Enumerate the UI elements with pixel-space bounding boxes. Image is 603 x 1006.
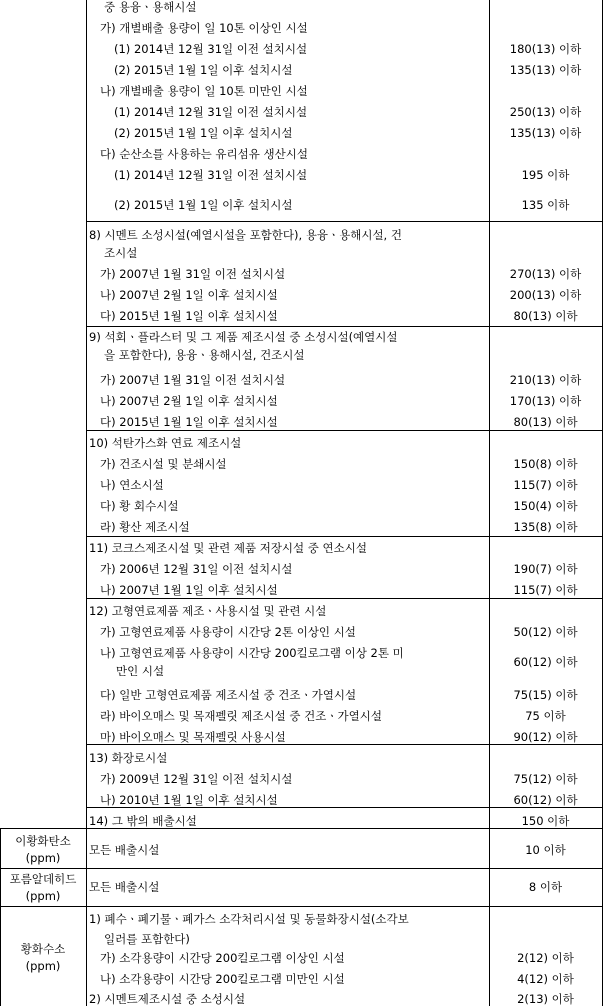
facility-text: 가) 2006년 12월 31일 이전 설치시설: [100, 562, 293, 576]
limit-value: 135(13) 이하: [509, 63, 582, 77]
limit-value: 80(13) 이하: [513, 309, 578, 323]
row-divider-cs2-top: [0, 828, 603, 829]
limit-value: 135(13) 이하: [509, 126, 582, 140]
limit-value: 115(7) 이하: [513, 478, 578, 492]
row-divider-hcho-top: [0, 868, 603, 869]
facility-text: 13) 화장로시설: [89, 751, 168, 765]
limit-value-cs2: 10 이하: [525, 843, 566, 857]
facility-text: 을 포함한다), 용융ㆍ용해시설, 건조시설: [104, 348, 305, 362]
facility-text: 조시설: [104, 246, 138, 260]
facility-text: (1) 2014년 12월 31일 이전 설치시설: [114, 168, 308, 182]
facility-text: 나) 고형연료제품 사용량이 시간당 200킬로그램 이상 2톤 미: [100, 646, 404, 660]
limit-value: 150 이하: [521, 814, 570, 828]
limit-value: 80(13) 이하: [513, 415, 578, 429]
pollutant-name-cs2: 이황화탄소: [15, 834, 71, 848]
row-divider-bottom-8-main: [86, 326, 602, 327]
h2s-limit-value: 4(12) 이하: [517, 972, 574, 986]
limit-value: 135(8) 이하: [513, 520, 578, 534]
limit-value: 75(15) 이하: [513, 688, 578, 702]
facility-text: 마) 바이오매스 및 목재펠릿 사용시설: [100, 730, 286, 744]
facility-text: 가) 2007년 1월 31일 이전 설치시설: [100, 267, 286, 281]
limit-value: 75 이하: [525, 709, 566, 723]
facility-text: 다) 황 회수시설: [100, 499, 179, 513]
limit-value: 170(13) 이하: [509, 394, 582, 408]
limit-value: 150(8) 이하: [513, 457, 578, 471]
limit-value: 250(13) 이하: [509, 105, 582, 119]
limit-value: 190(7) 이하: [513, 562, 578, 576]
facility-text-hcho: 모든 배출시설: [89, 880, 160, 894]
facility-text: (2) 2015년 1월 1일 이후 설치시설: [114, 198, 293, 212]
pollutant-name-hcho: 포름알데히드: [9, 872, 77, 886]
facility-text: 가) 개별배출 용량이 일 10톤 이상인 시설: [100, 21, 308, 35]
pollutant-name-h2s: 황화수소: [20, 942, 66, 956]
row-divider-h2s-top: [0, 906, 603, 907]
facility-text: 가) 건조시설 및 분쇄시설: [100, 457, 227, 471]
row-divider-bottom-8: [86, 221, 602, 222]
facility-text: 다) 2015년 1월 1일 이후 설치시설: [100, 415, 278, 429]
limit-value: 180(13) 이하: [509, 42, 582, 56]
limit-value: 150(4) 이하: [513, 499, 578, 513]
facility-text: 9) 석회ㆍ플라스터 및 그 제품 제조시설 중 소성시설(예열시설: [89, 330, 398, 344]
facility-text: 나) 2007년 2월 1일 이후 설치시설: [100, 394, 278, 408]
facility-text: (2) 2015년 1월 1일 이후 설치시설: [114, 63, 293, 77]
limit-value: 50(12) 이하: [513, 625, 578, 639]
facility-text: 나) 개별배출 용량이 일 10톤 미만인 시설: [100, 84, 308, 98]
h2s-facility-text: 가) 소각용량이 시간당 200킬로그램 이상인 시설: [100, 951, 345, 965]
facility-text: (1) 2014년 12월 31일 이전 설치시설: [114, 42, 308, 56]
facility-text: 다) 일반 고형연료제품 제조시설 중 건조ㆍ가열시설: [100, 688, 357, 702]
facility-text: 라) 황산 제조시설: [100, 520, 190, 534]
facility-text: 14) 그 밖의 배출시설: [89, 814, 197, 828]
limit-value: 270(13) 이하: [509, 267, 582, 281]
row-divider-bottom-11: [86, 598, 602, 599]
facility-text: 다) 2015년 1월 1일 이후 설치시설: [100, 309, 278, 323]
h2s-facility-text: 일러를 포함한다): [104, 932, 190, 946]
facility-text: (1) 2014년 12월 31일 이전 설치시설: [114, 105, 308, 119]
facility-text: 11) 코크스제조시설 및 관련 제품 저장시설 중 연소시설: [89, 541, 367, 555]
limit-value: 60(12) 이하: [513, 655, 578, 669]
pollutant-column-divider: [86, 0, 87, 1006]
h2s-limit-value: 2(13) 이하: [517, 992, 574, 1006]
facility-text: 나) 연소시설: [100, 478, 164, 492]
facility-text: 가) 고형연료제품 사용량이 시간당 2톤 이상인 시설: [100, 625, 356, 639]
limit-value: 135 이하: [521, 198, 570, 212]
limit-value: 60(12) 이하: [513, 793, 578, 807]
facility-text: (2) 2015년 1월 1일 이후 설치시설: [114, 126, 293, 140]
limit-value: 200(13) 이하: [509, 288, 582, 302]
facility-text: 가) 2007년 1월 31일 이전 설치시설: [100, 373, 286, 387]
row-divider-bottom-12: [86, 744, 602, 745]
pollutant-unit-cs2: (ppm): [25, 851, 61, 865]
facility-text: 다) 순산소를 사용하는 유리섬유 생산시설: [100, 147, 308, 161]
h2s-facility-text: 2) 시멘트제조시설 중 소성시설: [89, 992, 246, 1006]
facility-text: 12) 고형연료제품 제조ㆍ사용시설 및 관련 시설: [89, 604, 327, 618]
facility-text: 8) 시멘트 소성시설(예열시설을 포함한다), 용융ㆍ용해시설, 건: [89, 228, 402, 242]
h2s-facility-text: 나) 소각용량이 시간당 200킬로그램 미만인 시설: [100, 972, 345, 986]
facility-text: 나) 2010년 1월 1일 이후 설치시설: [100, 793, 278, 807]
row-divider-bottom-10: [86, 536, 602, 537]
pollutant-unit-hcho: (ppm): [25, 889, 61, 903]
limit-value: 75(12) 이하: [513, 772, 578, 786]
facility-text: 만인 시설: [116, 664, 165, 678]
facility-text: 가) 2009년 12월 31일 이전 설치시설: [100, 772, 293, 786]
limit-value: 115(7) 이하: [513, 583, 578, 597]
facility-text: 10) 석탄가스화 연료 제조시설: [89, 436, 242, 450]
limit-value: 195 이하: [521, 168, 570, 182]
pollutant-unit-h2s: (ppm): [25, 959, 61, 973]
facility-text-cs2: 모든 배출시설: [89, 843, 160, 857]
limit-value: 90(12) 이하: [513, 730, 578, 744]
h2s-facility-text: 1) 폐수ㆍ폐기물ㆍ폐가스 소각처리시설 및 동물화장시설(소각보: [89, 912, 409, 926]
facility-text: 나) 2007년 2월 1일 이후 설치시설: [100, 288, 278, 302]
facility-text: 중 용융ㆍ용해시설: [104, 0, 197, 14]
row-divider-bottom-9: [86, 430, 602, 431]
h2s-limit-value: 2(12) 이하: [517, 951, 574, 965]
limit-value-hcho: 8 이하: [528, 880, 563, 894]
facility-text: 나) 2007년 1월 1일 이후 설치시설: [100, 583, 278, 597]
facility-text: 라) 바이오매스 및 목재펠릿 제조시설 중 건조ㆍ가열시설: [100, 709, 382, 723]
limit-value: 210(13) 이하: [509, 373, 582, 387]
row-divider-bottom-13: [86, 807, 602, 808]
